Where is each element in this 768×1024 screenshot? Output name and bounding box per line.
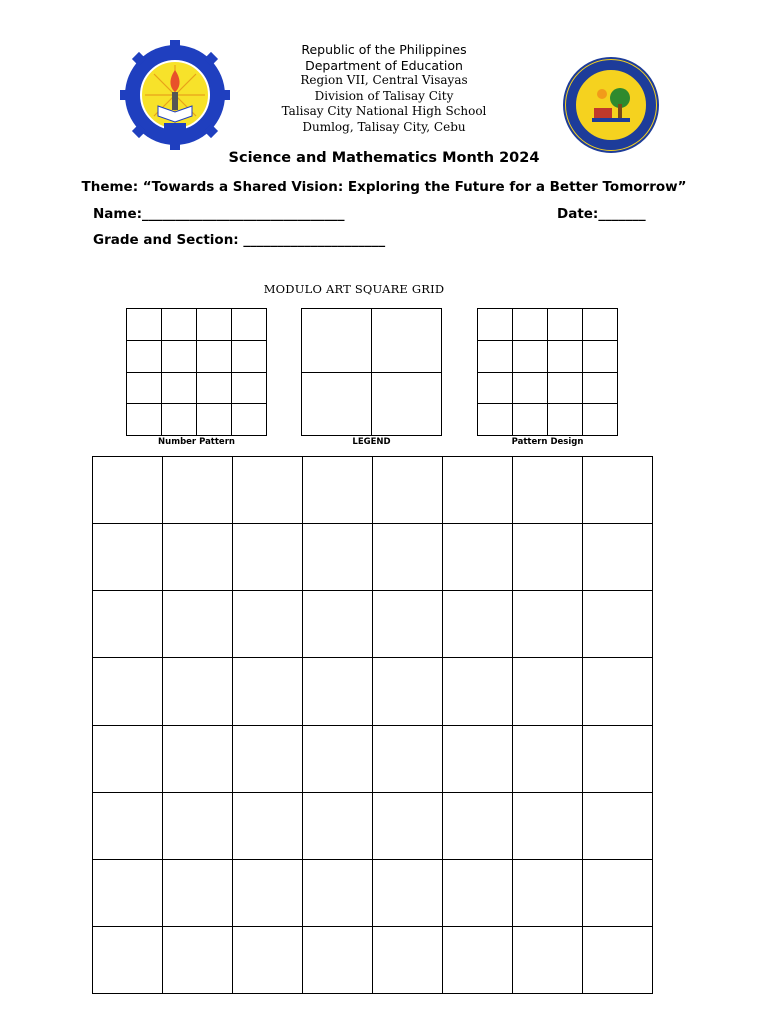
grid-cell xyxy=(443,658,513,725)
grid-row xyxy=(93,926,653,993)
grid-cell xyxy=(163,591,233,658)
grid-cell xyxy=(373,926,443,993)
grid-cell xyxy=(513,524,583,591)
grid-cell xyxy=(513,926,583,993)
legend-caption: LEGEND xyxy=(352,437,391,447)
grid-cell xyxy=(443,591,513,658)
grid-cell xyxy=(583,792,653,859)
grid-cell xyxy=(162,404,197,436)
grid-row xyxy=(93,457,653,524)
grid-cell xyxy=(233,658,303,725)
number-pattern-caption: Number Pattern xyxy=(158,437,235,447)
grid-cell xyxy=(513,792,583,859)
grid-cell xyxy=(583,524,653,591)
grid-cell xyxy=(232,340,267,372)
grid-cell xyxy=(373,792,443,859)
grid-cell xyxy=(303,792,373,859)
grid-cell xyxy=(478,309,513,341)
grid-cell xyxy=(162,340,197,372)
header-block xyxy=(0,42,768,135)
grid-cell xyxy=(373,591,443,658)
grid-cell xyxy=(303,524,373,591)
grid-cell xyxy=(583,340,618,372)
grid-cell xyxy=(513,457,583,524)
grid-cell xyxy=(163,792,233,859)
grid-cell xyxy=(197,340,232,372)
grid-cell xyxy=(513,725,583,792)
grid-cell xyxy=(232,404,267,436)
pattern-design-caption: Pattern Design xyxy=(511,437,584,447)
grid-row xyxy=(93,792,653,859)
grid-row xyxy=(93,524,653,591)
grid-row xyxy=(93,658,653,725)
logo-year: 1997 xyxy=(165,124,185,132)
grid-cell xyxy=(302,372,372,436)
grid-cell xyxy=(548,340,583,372)
grid-cell xyxy=(232,309,267,341)
grid-cell xyxy=(583,725,653,792)
header-division: Division of Talisay City xyxy=(314,88,454,103)
grid-cell xyxy=(513,404,548,436)
grid-cell xyxy=(443,926,513,993)
grid-cell xyxy=(303,658,373,725)
grid-cell xyxy=(93,658,163,725)
grid-cell xyxy=(478,340,513,372)
header-region: Region VII, Central Visayas xyxy=(300,73,468,87)
grid-cell xyxy=(232,372,267,404)
date-field: Date:_______ xyxy=(557,206,646,222)
grid-cell xyxy=(513,591,583,658)
grid-cell xyxy=(373,457,443,524)
grid-row xyxy=(93,591,653,658)
grid-cell xyxy=(373,859,443,926)
grid-cell xyxy=(583,404,618,436)
grid-cell xyxy=(478,372,513,404)
grid-cell xyxy=(233,725,303,792)
header-deped: Department of Education xyxy=(305,57,463,73)
grid-cell xyxy=(93,591,163,658)
header-republic: Republic of the Philippines xyxy=(301,42,467,57)
modulo-art-main-grid xyxy=(92,456,653,994)
grid-cell xyxy=(163,926,233,993)
grid-cell xyxy=(548,309,583,341)
grid-cell xyxy=(583,591,653,658)
grid-cell xyxy=(548,404,583,436)
grid-cell xyxy=(197,404,232,436)
grid-cell xyxy=(163,524,233,591)
grid-cell xyxy=(162,309,197,341)
grid-cell xyxy=(233,457,303,524)
grid-cell xyxy=(163,457,233,524)
grid-cell xyxy=(583,372,618,404)
grid-cell xyxy=(163,658,233,725)
grid-cell xyxy=(233,524,303,591)
document-title: Science and Mathematics Month 2024 xyxy=(228,150,540,166)
grid-cell xyxy=(127,372,162,404)
grid-cell xyxy=(303,591,373,658)
grid-row xyxy=(93,859,653,926)
grid-cell xyxy=(197,372,232,404)
grid-cell xyxy=(372,372,442,436)
grid-cell xyxy=(93,859,163,926)
grid-cell xyxy=(513,372,548,404)
grid-cell xyxy=(162,372,197,404)
grid-cell xyxy=(373,658,443,725)
grid-cell xyxy=(303,725,373,792)
grid-cell xyxy=(583,309,618,341)
grid-cell xyxy=(373,524,443,591)
grid-cell xyxy=(443,457,513,524)
grid-cell xyxy=(163,859,233,926)
grid-cell xyxy=(583,859,653,926)
grid-cell xyxy=(93,524,163,591)
grid-cell xyxy=(478,404,513,436)
grid-cell xyxy=(93,792,163,859)
grid-cell xyxy=(513,859,583,926)
grid-cell xyxy=(233,591,303,658)
theme-line: Theme: “Towards a Shared Vision: Exploring the Future for a Better Tomorrow” xyxy=(81,179,687,195)
grid-cell xyxy=(443,792,513,859)
header-school: Talisay City National High School xyxy=(281,104,487,118)
grid-cell xyxy=(303,457,373,524)
grid-cell xyxy=(93,457,163,524)
grid-cell xyxy=(583,926,653,993)
grade-section-field: Grade and Section: _____________________ xyxy=(93,232,386,248)
grid-cell xyxy=(93,725,163,792)
grid-cell xyxy=(127,404,162,436)
grid-cell xyxy=(233,859,303,926)
grid-title: MODULO ART SQUARE GRID xyxy=(263,282,445,296)
grid-cell xyxy=(373,725,443,792)
name-field: Name:______________________________ xyxy=(93,206,345,222)
grid-cell xyxy=(93,926,163,993)
grid-cell xyxy=(443,725,513,792)
header-address: Dumlog, Talisay City, Cebu xyxy=(302,119,466,134)
grid-cell xyxy=(372,309,442,373)
grid-cell xyxy=(233,792,303,859)
number-pattern-grid xyxy=(126,308,267,436)
grid-cell xyxy=(127,309,162,341)
grid-cell xyxy=(127,340,162,372)
grid-row xyxy=(93,725,653,792)
legend-grid xyxy=(301,308,442,436)
grid-cell xyxy=(302,309,372,373)
grid-cell xyxy=(513,309,548,341)
grid-cell xyxy=(548,372,583,404)
pattern-design-grid xyxy=(477,308,618,436)
grid-cell xyxy=(583,457,653,524)
grid-cell xyxy=(443,859,513,926)
grid-cell xyxy=(303,926,373,993)
grid-cell xyxy=(197,309,232,341)
grid-cell xyxy=(513,658,583,725)
grid-cell xyxy=(233,926,303,993)
grid-cell xyxy=(163,725,233,792)
grid-cell xyxy=(443,524,513,591)
grid-cell xyxy=(303,859,373,926)
grid-cell xyxy=(583,658,653,725)
grid-cell xyxy=(513,340,548,372)
